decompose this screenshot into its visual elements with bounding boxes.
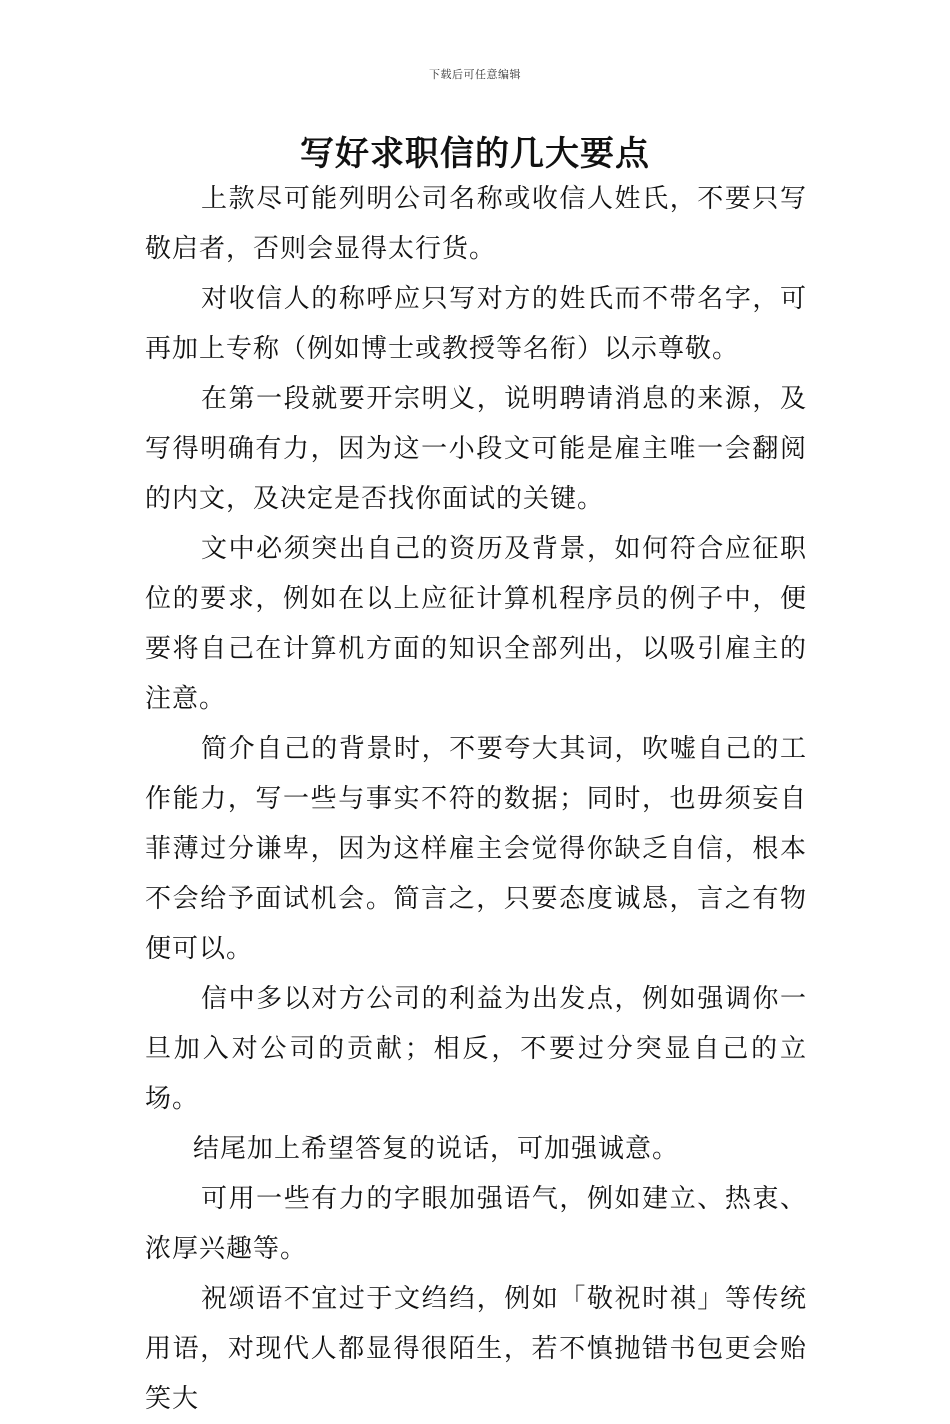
paragraph-5: 简介自己的背景时，不要夸大其词，吹嘘自己的工作能力，写一些与事实不符的数据；同时，也毋须妄自菲薄过分谦卑，因为这样雇主会觉得你缺乏自信，根本不会给予面试机会。简言之，只要态度诚恳，言之有物便可以。: [145, 734, 807, 964]
paragraph-4: 文中必须突出自己的资历及背景，如何符合应征职位的要求，例如在以上应征计算机程序员的例子中，便要将自己在计算机方面的知识全部列出，以吸引雇主的注意。: [145, 534, 807, 714]
paragraph-3: 在第一段就要开宗明义，说明聘请消息的来源，及写得明确有力，因为这一小段文可能是雇主唯一会翻阅的内文，及决定是否找你面试的关键。: [145, 384, 807, 514]
paragraph-9: 祝颂语不宜过于文绉绉，例如「敬祝时祺」等传统用语，对现代人都显得很陌生，若不慎抛错书包更会贻笑大: [145, 1284, 807, 1414]
paragraph-7: 结尾加上希望答复的说话，可加强诚意。: [193, 1134, 680, 1164]
paragraph-1: 上款尽可能列明公司名称或收信人姓氏，不要只写敬启者，否则会显得太行货。: [145, 184, 807, 264]
paragraph-6: 信中多以对方公司的利益为出发点，例如强调你一旦加入对公司的贡献；相反，不要过分突显自己的立场。: [145, 984, 807, 1114]
header-note: 下载后可任意编辑: [429, 68, 521, 81]
document-body: [145, 174, 807, 1424]
paragraph-8: 可用一些有力的字眼加强语气，例如建立、热衷、浓厚兴趣等。: [145, 1184, 807, 1264]
document-title: 写好求职信的几大要点: [300, 134, 650, 174]
paragraph-2: 对收信人的称呼应只写对方的姓氏而不带名字，可再加上专称（例如博士或教授等名衔）以示尊敬。: [145, 284, 807, 364]
